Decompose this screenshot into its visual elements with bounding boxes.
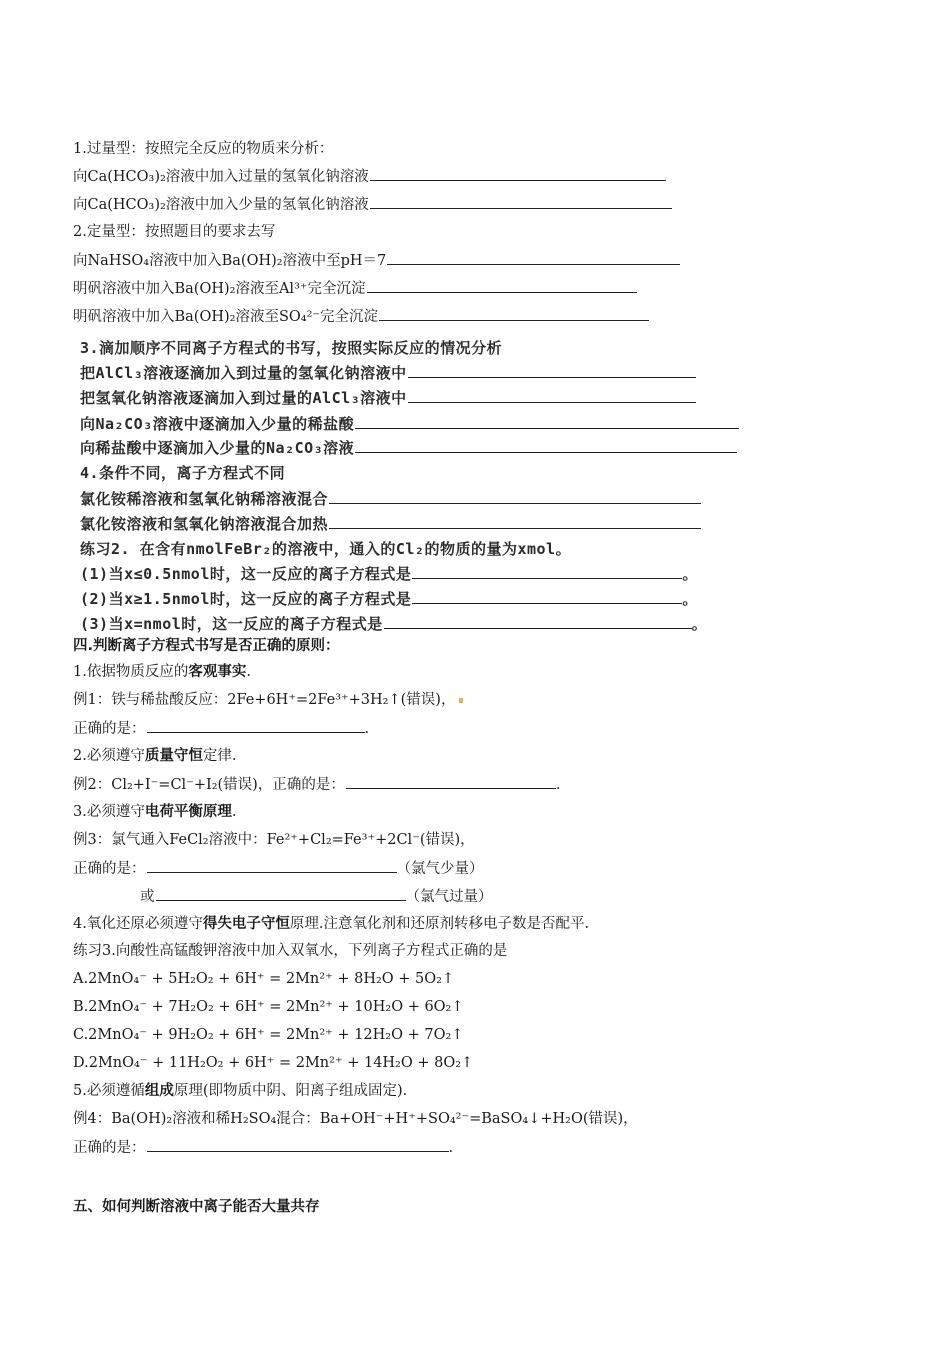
answer-blank[interactable] [367, 278, 637, 293]
text-line: 2.必须遵守质量守恒定律. [73, 747, 237, 764]
text-line: 把AlCl₃溶液逐滴加入到过量的氢氧化钠溶液中 [80, 363, 696, 383]
answer-blank[interactable] [412, 564, 682, 579]
text-line: 氯化铵稀溶液和氢氧化钠稀溶液混合 [80, 489, 701, 509]
text-line: 明矾溶液中加入Ba(OH)₂溶液至Al³⁺完全沉淀 [73, 278, 637, 299]
text-line: 把氢氧化钠溶液逐滴加入到过量的AlCl₃溶液中 [80, 388, 696, 408]
text-line: 明矾溶液中加入Ba(OH)₂溶液至SO₄²⁻完全沉淀 [73, 306, 649, 327]
answer-blank[interactable] [408, 363, 696, 378]
answer-blank[interactable] [329, 514, 701, 529]
text-line: 1.过量型：按照完全反应的物质来分析： [73, 141, 334, 157]
text-line: (3)当x=nmol时，这一反应的离子方程式是 。 [80, 615, 708, 633]
text-line: (2)当x≥1.5nmol时，这一反应的离子方程式是 。 [80, 590, 698, 608]
answer-blank[interactable] [329, 489, 701, 504]
option-d[interactable]: D.2MnO₄⁻ + 11H₂O₂ + 6H⁺ = 2Mn²⁺ + 14H₂O + 8O₂↑ [73, 1055, 474, 1071]
option-b[interactable]: B.2MnO₄⁻ + 7H₂O₂ + 6H⁺ = 2Mn²⁺ + 10H₂O + 6O₂↑ [73, 999, 464, 1015]
text-line: 例2：Cl₂+I⁻=Cl⁻+I₂(错误)，正确的是： . [73, 774, 560, 795]
answer-blank[interactable] [384, 614, 692, 629]
answer-blank[interactable] [408, 388, 696, 403]
text-line: 正确的是： . [73, 718, 369, 739]
text-line: 或 （氯气过量） [140, 886, 493, 907]
text-line: 正确的是： （氯气少量） [73, 858, 484, 879]
text-line: 向NaHSO₄溶液中加入Ba(OH)₂溶液中至pH＝7 [73, 250, 680, 271]
option-c[interactable]: C.2MnO₄⁻ + 9H₂O₂ + 6H⁺ = 2Mn²⁺ + 12H₂O + 7O₂↑ [73, 1027, 464, 1043]
text-line: 向Ca(HCO₃)₂溶液中加入少量的氢氧化钠溶液 [73, 194, 672, 215]
text-line: 向Ca(HCO₃)₂溶液中加入过量的氢氧化钠溶液 [73, 166, 666, 187]
text-line: 4.氧化还原必须遵守得失电子守恒原理.注意氧化剂和还原剂转移电子数是否配平. [73, 915, 590, 932]
answer-blank[interactable] [147, 1137, 449, 1152]
text-line: 3.滴加顺序不同离子方程式的书写，按照实际反应的情况分析 [80, 339, 503, 357]
text-line: 例4：Ba(OH)₂溶液和稀H₂SO₄混合：Ba+OH⁻+H⁺+SO₄²⁻=BaSO₄↓+H₂O(错误)， [73, 1111, 638, 1127]
text-line: 氯化铵溶液和氢氧化钠溶液混合加热 [80, 514, 701, 534]
answer-blank[interactable] [346, 774, 556, 789]
question-text: 练习3.向酸性高锰酸钾溶液中加入双氧水，下列离子方程式正确的是 [73, 943, 508, 959]
option-a[interactable]: A.2MnO₄⁻ + 5H₂O₂ + 6H⁺ = 2Mn²⁺ + 8H₂O + 5O₂↑ [73, 971, 455, 987]
marker-dot [459, 698, 463, 703]
section-heading: 四.判断离子方程式书写是否正确的原则： [73, 638, 340, 654]
answer-blank[interactable] [156, 886, 406, 901]
text-line: 4.条件不同，离子方程式不同 [80, 464, 286, 482]
text-line: 向Na₂CO₃溶液中逐滴加入少量的稀盐酸 [80, 414, 739, 434]
answer-blank[interactable] [355, 438, 737, 453]
answer-blank[interactable] [387, 250, 680, 265]
text-line: (1)当x≤0.5nmol时，这一反应的离子方程式是 。 [80, 565, 698, 583]
text-line: 1.依据物质反应的客观事实. [73, 663, 251, 680]
text-line: 向稀盐酸中逐滴加入少量的Na₂CO₃溶液 [80, 438, 737, 458]
text-line: 练习2. 在含有nmolFeBr₂的溶液中，通入的Cl₂的物质的量为xmol。 [80, 540, 572, 558]
answer-blank[interactable] [147, 858, 397, 873]
text-line: 3.必须遵守电荷平衡原理. [73, 803, 237, 820]
answer-blank[interactable] [370, 166, 666, 181]
answer-blank[interactable] [370, 194, 672, 209]
text-line: 5.必须遵循组成原理(即物质中阴、阳离子组成固定). [73, 1082, 408, 1099]
text-line: 2.定量型：按照题目的要求去写 [73, 224, 276, 240]
answer-blank[interactable] [379, 306, 649, 321]
text-line: 正确的是： . [73, 1137, 453, 1158]
answer-blank[interactable] [355, 414, 739, 429]
answer-blank[interactable] [147, 718, 365, 733]
answer-blank[interactable] [412, 589, 682, 604]
text-line: 例1：铁与稀盐酸反应：2Fe+6H⁺=2Fe³⁺+3H₂↑(错误)， [73, 690, 463, 710]
text-line: 例3：氯气通入FeCl₂溶液中：Fe²⁺+Cl₂=Fe³⁺+2Cl⁻(错误)， [73, 832, 475, 848]
section-heading: 五、如何判断溶液中离子能否大量共存 [73, 1199, 320, 1215]
